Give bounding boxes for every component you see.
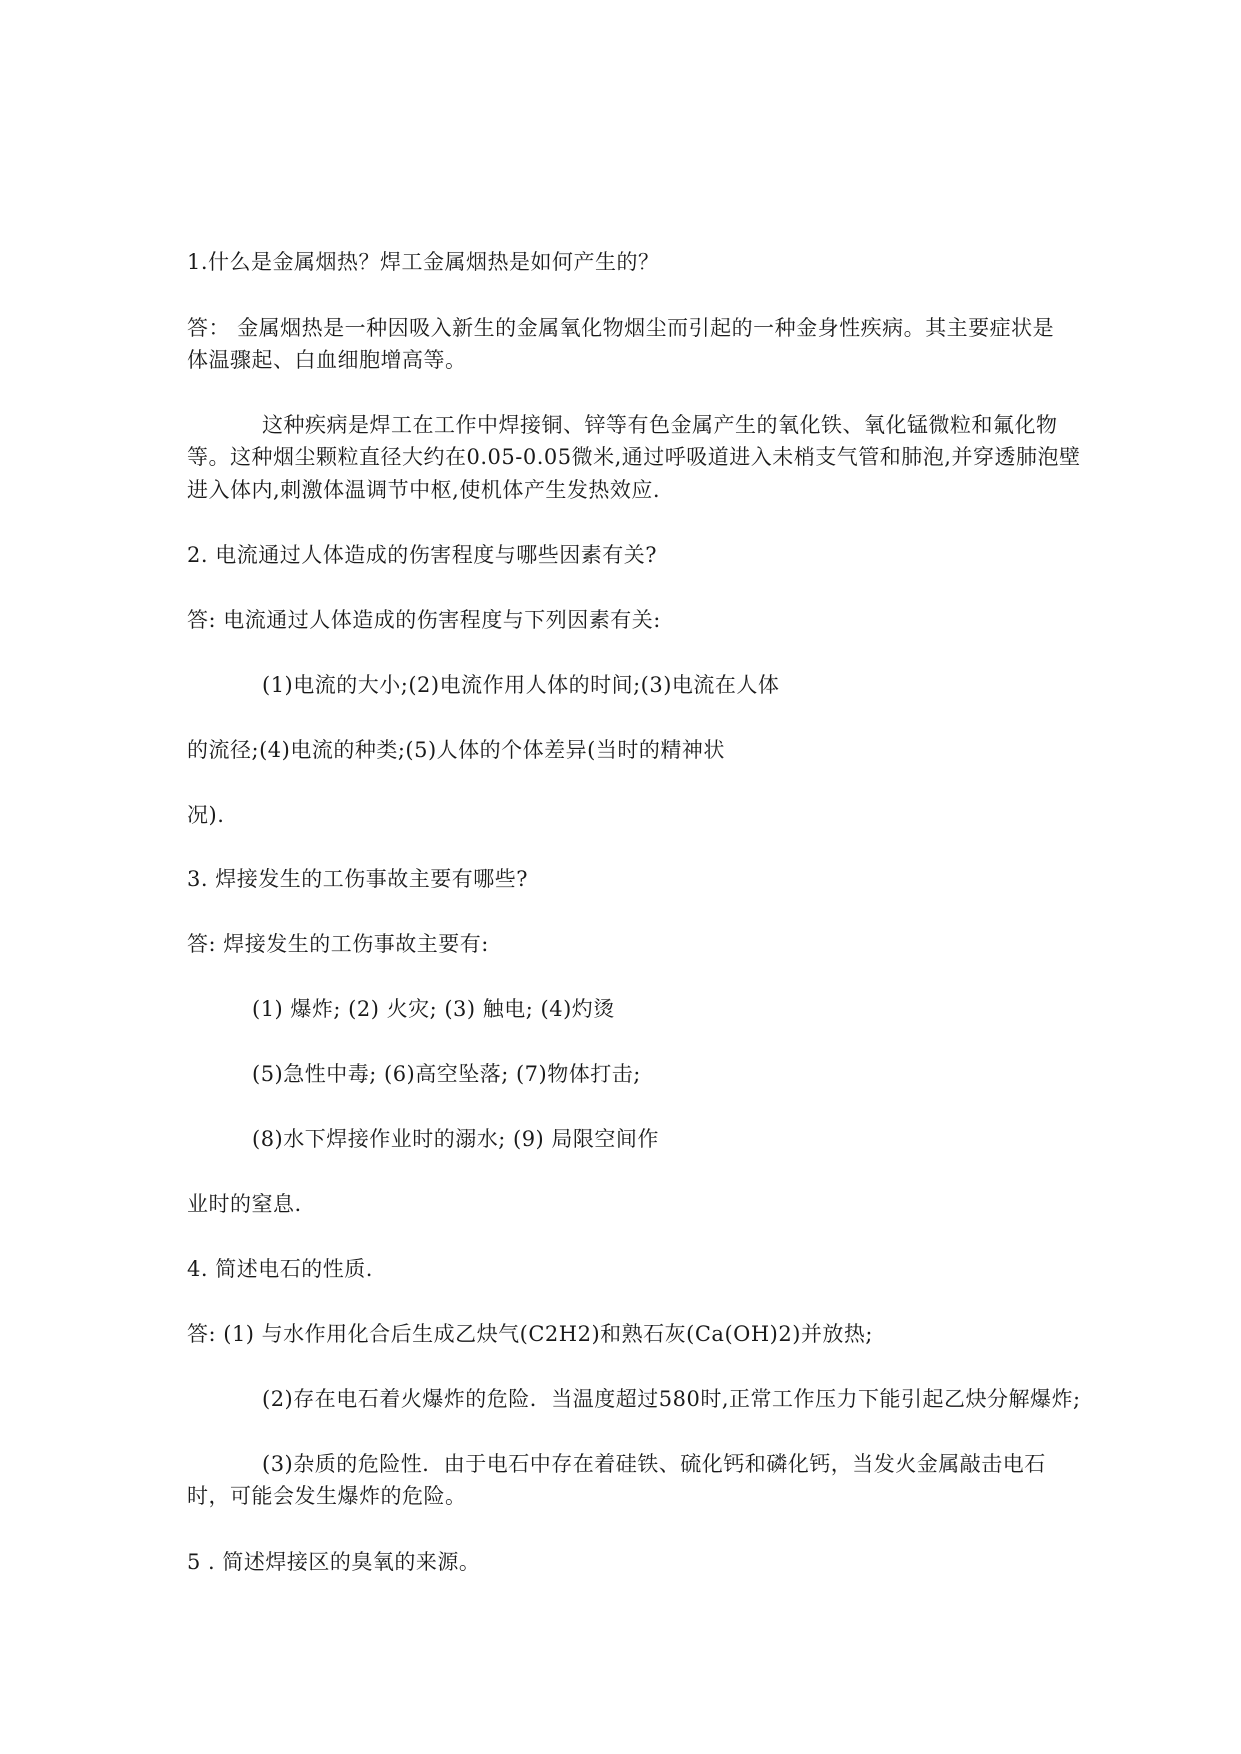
- answer-4-line-3: (3)杂质的危险性．由于电石中存在着硅铁、硫化钙和磷化钙，当发火金属敲击电石: [262, 1452, 1046, 1476]
- answer-3-line-5: 业时的窒息.: [187, 1192, 302, 1216]
- answer-1-line-2: 体温骤起、白血细胞增高等。: [187, 348, 467, 372]
- answer-2-line-3: 的流径;(4)电流的种类;(5)人体的个体差异(当时的精神状: [187, 738, 725, 762]
- answer-2-line-2: (1)电流的大小;(2)电流作用人体的时间;(3)电流在人体: [262, 673, 780, 697]
- question-2: 2. 电流通过人体造成的伤害程度与哪些因素有关?: [187, 543, 657, 567]
- answer-3-line-2: (1) 爆炸; (2) 火灾; (3) 触电; (4)灼烫: [252, 997, 615, 1021]
- answer-2-line-4: 况).: [187, 803, 225, 827]
- answer-4-line-4: 时，可能会发生爆炸的危险。: [187, 1484, 467, 1508]
- answer-4-line-1: 答: (1) 与水作用化合后生成乙炔气(C2H2)和熟石灰(Ca(OH)2)并放热;: [187, 1322, 873, 1346]
- question-3: 3. 焊接发生的工伤事故主要有哪些?: [187, 867, 528, 891]
- answer-3-line-3: (5)急性中毒; (6)高空坠落; (7)物体打击;: [252, 1062, 641, 1086]
- answer-1-para-2-line-3: 进入体内,刺激体温调节中枢,使机体产生发热效应.: [187, 478, 661, 502]
- answer-1-para-2-line-2: 等。这种烟尘颗粒直径大约在0.05-0.05微米,通过呼吸道进入未梢支气管和肺泡,并穿透肺泡壁: [187, 445, 1081, 469]
- answer-3-line-4: (8)水下焊接作业时的溺水; (9) 局限空间作: [252, 1127, 659, 1151]
- question-4: 4. 简述电石的性质.: [187, 1257, 373, 1281]
- answer-1-para-2-line-1: 这种疾病是焊工在工作中焊接铜、锌等有色金属产生的氧化铁、氧化锰微粒和氟化物: [262, 413, 1058, 437]
- answer-1-line-1: 答： 金属烟热是一种因吸入新生的金属氧化物烟尘而引起的一种金身性疾病。其主要症状是: [187, 316, 1055, 340]
- answer-4-line-2: (2)存在电石着火爆炸的危险．当温度超过580时,正常工作压力下能引起乙炔分解爆炸;: [262, 1387, 1081, 1411]
- question-1: 1.什么是金属烟热？焊工金属烟热是如何产生的？: [187, 250, 660, 274]
- answer-2-line-1: 答: 电流通过人体造成的伤害程度与下列因素有关:: [187, 608, 661, 632]
- question-5: 5 . 简述焊接区的臭氧的来源。: [187, 1550, 481, 1574]
- answer-3-line-1: 答: 焊接发生的工伤事故主要有:: [187, 932, 489, 956]
